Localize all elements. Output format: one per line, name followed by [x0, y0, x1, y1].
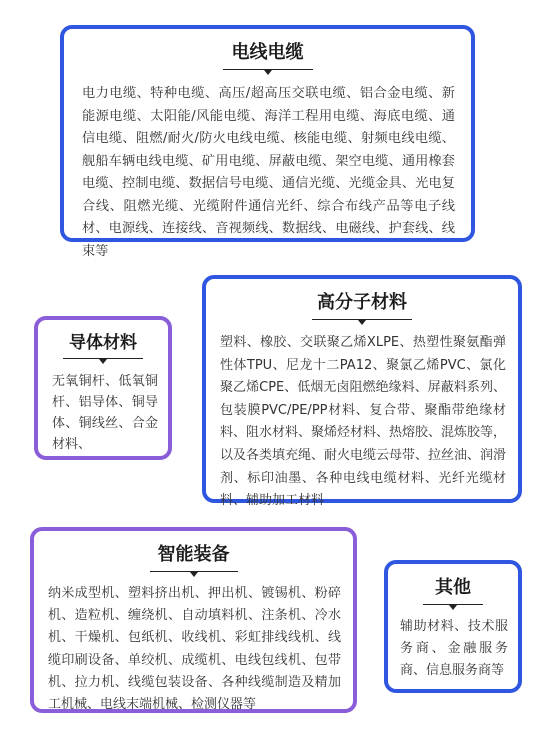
card-conductor	[34, 316, 172, 460]
card-body-polymer: 塑料、橡胶、交联聚乙烯XLPE、热塑性聚氨酯弹性体TPU、尼龙十二PA12、聚氯乙烯PVC、氯化聚乙烯CPE、低烟无卤阻燃绝缘料、屏蔽料系列、包装膜PVC/PE/PP材料、复合带、聚酯带绝缘材料、阻水材料、聚烯烃材料、热熔胶、混炼胶等，以及各类填充绳、耐火电缆云母带、拉丝油、润滑剂、标印油墨、各种电线电缆材料、光纤光缆材料、辅助加工材料	[220, 335, 507, 509]
title-underline-arrow	[312, 319, 412, 320]
card-body-equipment: 纳米成型机、塑料挤出机、押出机、镀锡机、粉碎机、造粒机、缠绕机、自动填料机、注条机、冷水机、干燥机、包纸机、收线机、彩虹排线线机、线缆印刷设备、单绞机、成缆机、电线包线机、包带机、拉力机、线缆包装设备、各种线缆制造及精加工机械、电线末端机械、检测仪器等	[48, 586, 341, 713]
card-title-other: 其他	[435, 577, 471, 598]
card-polymer	[202, 275, 522, 509]
title-underline-arrow	[223, 69, 313, 70]
card-body-cable: 电力电缆、特种电缆、高压/超高压交联电缆、铝合金电缆、新能源电缆、太阳能/风能电缆、海洋工程用电缆、海底电缆、通信电缆、阻燃/耐火/防火电线电缆、核能电缆、射频电线电缆、舰船车辆电线电缆、矿用电缆、屏蔽电缆、架空电缆、通用橡套电缆、控制电缆、数据信号电缆、通信光缆、光缆金具、光电复合线、阻燃光缆、光缆附件通信光纤、综合布线产品等电子线材、电源线、连接线、音视频线、数据线、电磁线、护套线、线束等	[82, 86, 455, 259]
title-underline-arrow	[423, 604, 483, 605]
title-underline-arrow	[150, 571, 238, 572]
card-cable	[60, 25, 475, 259]
card-equipment	[30, 527, 357, 713]
card-title-conductor: 导体材料	[69, 333, 137, 353]
title-underline-arrow	[63, 358, 143, 359]
card-title-equipment: 智能装备	[157, 544, 230, 565]
card-title-polymer: 高分子材料	[317, 292, 407, 313]
card-title-cable: 电线电缆	[231, 42, 304, 63]
card-other	[384, 560, 522, 693]
card-body-other: 辅助材料、技术服务商、金融服务商、信息服务商等	[400, 619, 508, 678]
card-body-conductor: 无氧铜杆、低氧铜杆、铝导体、铜导体、铜线丝、合金材料、	[52, 374, 158, 452]
